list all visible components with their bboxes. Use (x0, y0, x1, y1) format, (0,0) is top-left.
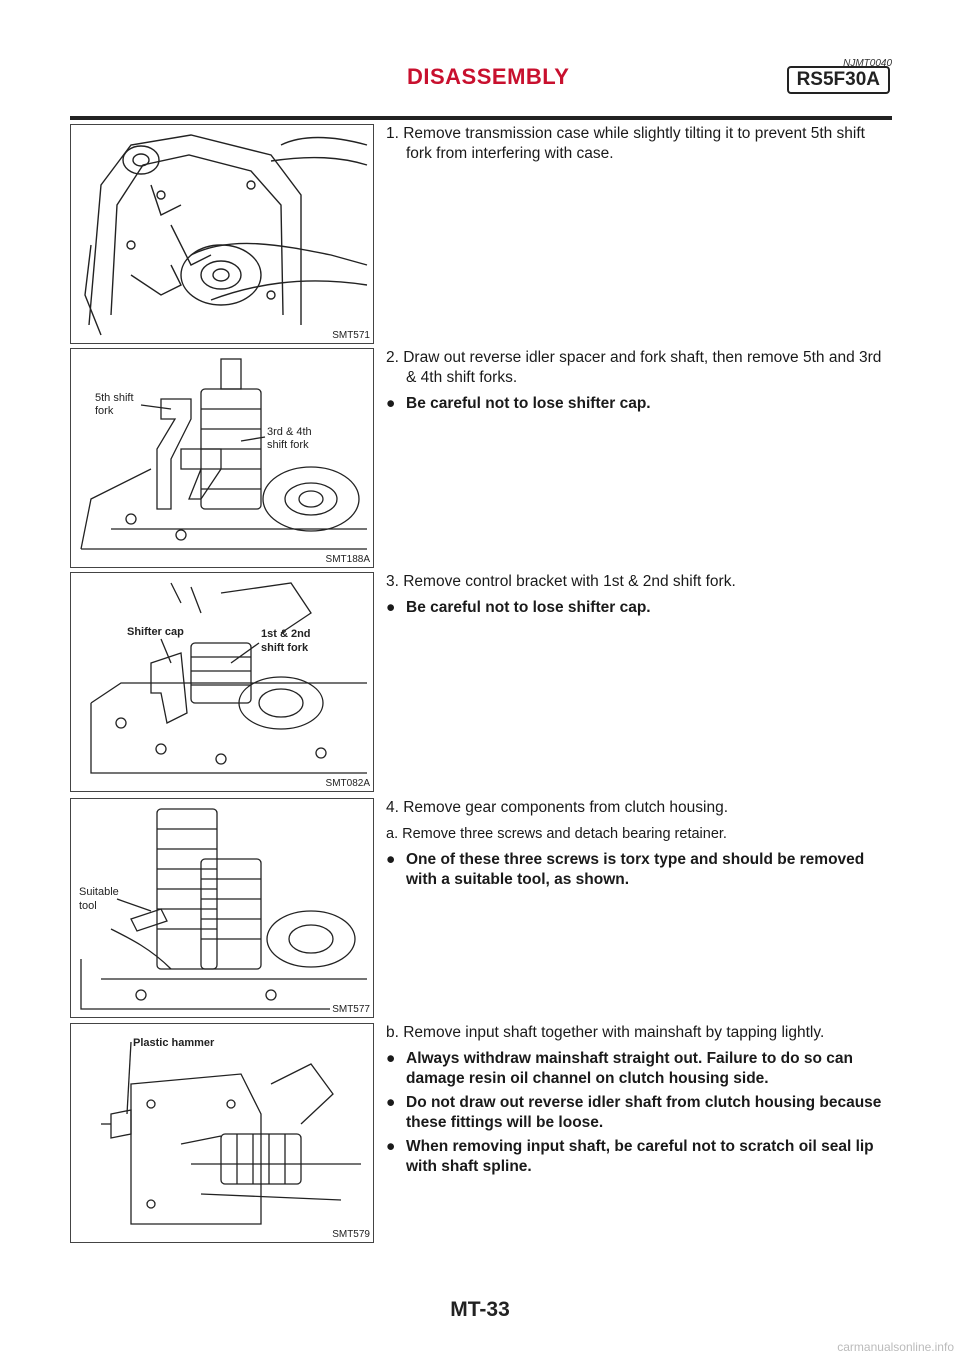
figure-smt571 (70, 124, 374, 344)
step-text: 2. Draw out reverse idler spacer and fork shaft, then remove 5th and 3rd & 4th shift forks. (386, 349, 882, 386)
figure-code: SMT577 (332, 1004, 370, 1015)
step-text: 4. Remove gear components from clutch housing. (386, 799, 729, 816)
caution-bullet: ● Always withdraw mainshaft straight out. Failure to do so can damage resin oil channel on clutch housing side. (386, 1050, 853, 1087)
instruction-text (386, 124, 892, 170)
figure-label: 5th shift (95, 392, 134, 404)
transmission-case-illustration (71, 125, 373, 343)
figure-label: Suitable (79, 886, 119, 898)
figure-label: shift fork (267, 439, 309, 451)
gear-components-illustration (71, 799, 373, 1017)
model-badge: RS5F30A (787, 66, 890, 94)
page-number: MT-33 (450, 1298, 510, 1321)
control-bracket-illustration (71, 573, 373, 791)
instruction-text (386, 1023, 892, 1181)
shift-fork-illustration (71, 349, 373, 567)
step-text: b. Remove input shaft together with mainshaft by tapping lightly. (386, 1024, 825, 1041)
caution-bullet: ● Be careful not to lose shifter cap. (386, 395, 651, 412)
figure-code: SMT188A (325, 554, 370, 565)
caution-bullet: ● When removing input shaft, be careful not to scratch oil seal lip with shaft spline. (386, 1138, 874, 1175)
substep-text: a. Remove three screws and detach bearing retainer. (386, 826, 727, 842)
input-shaft-removal-illustration (71, 1024, 373, 1242)
figure-label: tool (79, 900, 97, 912)
figure-smt082a (70, 572, 374, 792)
figure-code: SMT571 (332, 330, 370, 341)
figure-label: fork (95, 405, 114, 417)
watermark: carmanualsonline.info (837, 1340, 954, 1354)
caution-bullet: ● One of these three screws is torx type and should be removed with a suitable tool, as shown. (386, 851, 865, 888)
figure-smt577 (70, 798, 374, 1018)
figure-label: Shifter cap (127, 626, 184, 638)
header-rule (70, 116, 892, 120)
document-ref-code: NJMT0040 (843, 58, 892, 69)
caution-bullet: ● Be careful not to lose shifter cap. (386, 599, 651, 616)
figure-code: SMT579 (332, 1229, 370, 1240)
figure-label: shift fork (261, 642, 309, 654)
step-text: 3. Remove control bracket with 1st & 2nd shift fork. (386, 573, 736, 590)
figure-label: 3rd & 4th (267, 426, 312, 438)
instruction-text (386, 572, 892, 622)
figure-smt579 (70, 1023, 374, 1243)
caution-bullet: ● Do not draw out reverse idler shaft from clutch housing because these fittings will be loose. (386, 1094, 882, 1131)
page-title: DISASSEMBLY (407, 64, 570, 89)
page-header (70, 64, 890, 98)
step-text: 1. Remove transmission case while slightly tilting it to prevent 5th shift fork from interfering with case. (386, 125, 865, 162)
instruction-text (386, 348, 892, 418)
figure-code: SMT082A (325, 778, 370, 789)
figure-label: 1st & 2nd (261, 628, 311, 640)
figure-smt188a (70, 348, 374, 568)
figure-label: Plastic hammer (133, 1037, 215, 1049)
instruction-text (386, 798, 892, 894)
